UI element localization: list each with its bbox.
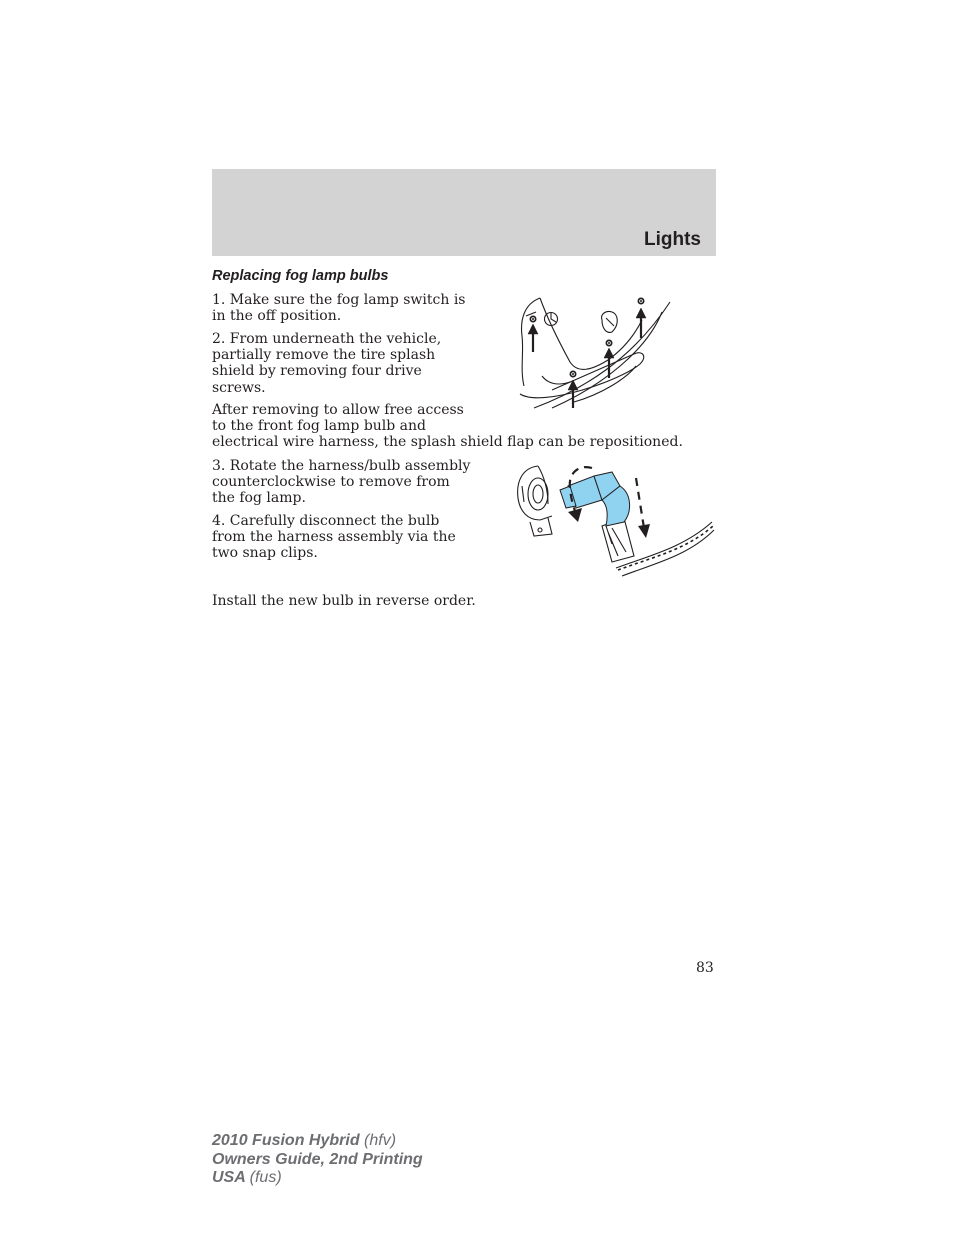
- step-1: 1. Make sure the fog lamp switch is in the off position.: [212, 292, 466, 325]
- section-title: Lights: [644, 229, 701, 250]
- step-2: 2. From underneath the vehicle, partially remove the tire splash shield by removing four drive screws.: [212, 331, 442, 396]
- access-note: After removing to allow free access to the front fog lamp bulb and electrical wire harness, the splash shield flap can be repositioned.: [212, 402, 683, 451]
- footer-line-1: 2010 Fusion Hybrid (hfv): [212, 1132, 397, 1149]
- footer-line-2: Owners Guide, 2nd Printing: [212, 1150, 423, 1168]
- bulb-harness-diagram: [508, 456, 716, 580]
- section-header-band: [212, 169, 716, 256]
- step-3: 3. Rotate the harness/bulb assembly counterclockwise to remove from the fog lamp.: [212, 458, 471, 507]
- splash-shield-diagram: [512, 290, 674, 412]
- document-footer: [212, 1132, 423, 1188]
- step-4: 4. Carefully disconnect the bulb from the harness assembly via the two snap clips.: [212, 513, 456, 562]
- page-number: 83: [696, 960, 714, 976]
- section-heading: Replacing fog lamp bulbs: [212, 268, 389, 284]
- install-instruction: Install the new bulb in reverse order.: [212, 593, 476, 609]
- footer-line-3: USA (fus): [212, 1169, 282, 1186]
